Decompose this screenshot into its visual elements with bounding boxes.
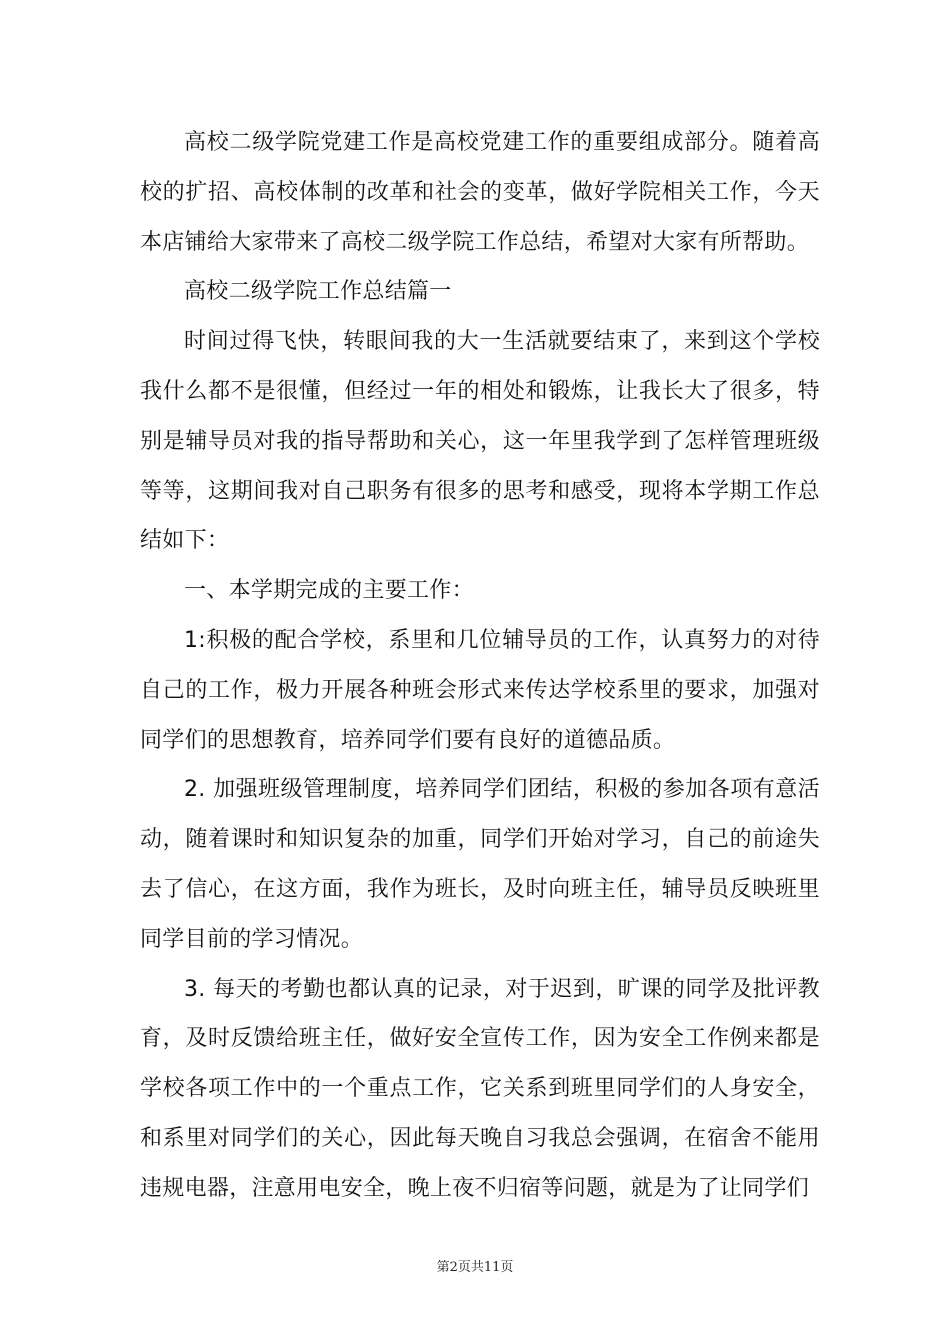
page-number: 第2页共11页 — [436, 1260, 514, 1275]
list-item-1: 1:积极的配合学校，系里和几位辅导员的工作，认真努力的对待自己的工作，极力开展各种班会形式来传达学校系里的要求，加强对同学们的思想教育，培养同学们要有良好的道德品质。 — [140, 627, 820, 753]
intro-paragraph: 高校二级学院党建工作是高校党建工作的重要组成部分。随着高校的扩招、高校体制的改革和社会的变革，做好学院相关工作，今天本店铺给大家带来了高校二级学院工作总结，希望对大家有所帮助。 — [140, 130, 820, 255]
section-title: 高校二级学院工作总结篇一 — [184, 279, 452, 305]
body-paragraph: 时间过得飞快，转眼间我的大一生活就要结束了，来到这个学校我什么都不是很懂，但经过一年的相处和锻炼，让我长大了很多，特别是辅导员对我的指导帮助和关心，这一年里我学到了怎样管理班级等等，这期间我对自己职务有很多的思考和感受，现将本学期工作总结如下： — [140, 329, 820, 554]
subsection-heading: 一、本学期完成的主要工作： — [184, 578, 474, 604]
list-item-3: 3. 每天的考勤也都认真的记录，对于迟到，旷课的同学及批评教育，及时反馈给班主任，做好安全宣传工作，因为安全工作例来都是学校各项工作中的一个重点工作，它关系到班里同学们的人身安全，和系里对同学们的关心，因此每天晚自习我总会强调，在宿舍不能用违规电器，注意用电安全，晚上夜不归宿等问题，就是为了让同学们 — [140, 976, 820, 1201]
list-item-2: 2. 加强班级管理制度，培养同学们团结，积极的参加各项有意活动，随着课时和知识复杂的加重，同学们开始对学习，自己的前途失去了信心，在这方面，我作为班长，及时向班主任，辅导员反映班里同学目前的学习情况。 — [140, 777, 820, 952]
document-body — [140, 118, 820, 1214]
